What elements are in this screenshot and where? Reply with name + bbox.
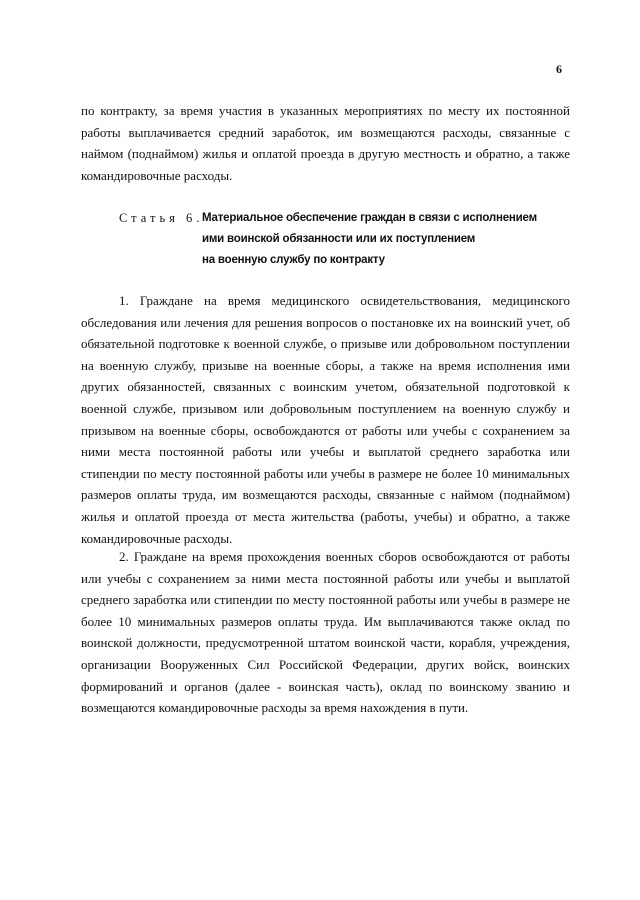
article-title	[202, 208, 572, 271]
page-number: 6	[556, 62, 562, 76]
paragraph-clause-2: 2. Граждане на время прохождения военных сборов освобождаются от работы или учебы с сохранением за ними места постоянной работы или учебы и выплатой среднего заработка или стипендии по месту постоянной работы или учебы в размере не более 10 минимальных размеров оплаты труда. Им выплачиваются также оклад по воинской должности, предусмотренной штатом воинской части, корабля, учреждения, организации Вооруженных Сил Российской Федерации, других войск, воинских формирований и органов (далее - воинская часть), оклад по воинскому званию и возмещаются командировочные расходы за время нахождения в пути.	[81, 549, 570, 716]
paragraph-clause-1: 1. Граждане на время медицинского освидетельствования, медицинского обследования или лечения для решения вопросов о постановке их на воинский учет, об обязательной подготовке к военной службе, о призыве или добровольном поступлении на военную службу, призыве на военные сборы, а также на время исполнения ими других обязанностей, связанных с воинским учетом, обязательной подготовкой к военной службе, призывом или добровольным поступлением на военную службу и призывом на военные сборы, освобождаются от работы или учебы с сохранением за ними места постоянной работы или учебы и выплатой среднего заработка или стипендии по месту постоянной работы или учебы в размере не более 10 минимальных размеров оплаты труда, им возмещаются расходы, связанные с наймом (поднаймом) жилья и оплатой проезда от места жительства (работы, учебы) и обратно, а также командировочные расходы.	[81, 293, 570, 546]
article-title-line-2: ими воинской обязанности или их поступлением	[202, 233, 476, 245]
article-number: Статья 6.	[119, 211, 204, 225]
article-title-line-3: на военную службу по контракту	[202, 254, 385, 266]
paragraph-continuation: по контракту, за время участия в указанных мероприятиях по месту их постоянной работы выплачивается средний заработок, им возмещаются расходы, связанные с наймом (поднаймом) жилья и оплатой проезда в другую местность и обратно, а также командировочные расходы.	[81, 103, 570, 183]
article-title-line-1: Материальное обеспечение граждан в связи с исполнением	[202, 212, 537, 224]
